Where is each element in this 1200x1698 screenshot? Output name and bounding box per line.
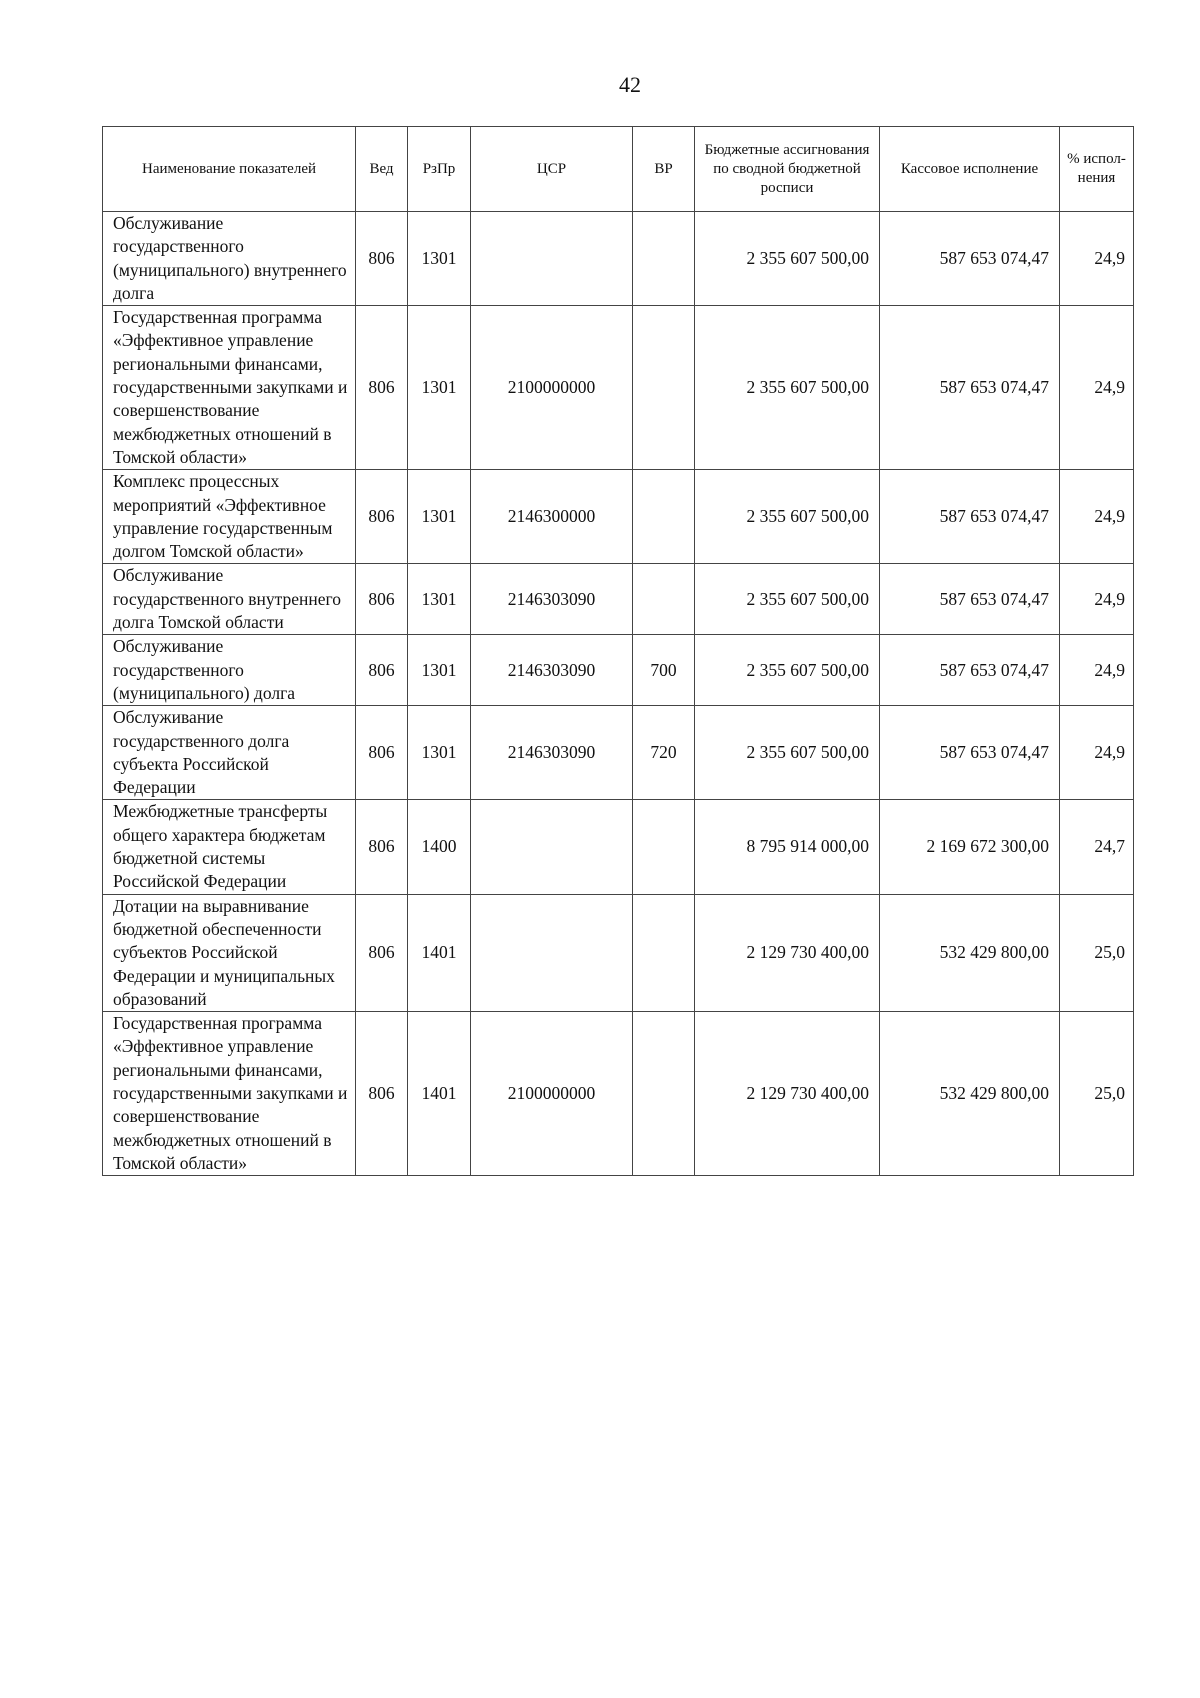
cell-ved: 806 [356,306,408,470]
table-row [103,635,1134,706]
cell-assignments: 2 129 730 400,00 [695,1012,880,1176]
cell-name: Обслуживание государственного (муниципального) долга [103,635,356,706]
cell-rzpr: 1401 [408,1012,471,1176]
page-number: 42 [619,72,641,97]
cell-csr: 2146300000 [471,470,633,564]
cell-percent: 25,0 [1060,1012,1134,1176]
cell-assignments: 2 355 607 500,00 [695,212,880,306]
header-assignments: Бюджетные ассигнования по сводной бюджетной росписи [695,127,880,212]
cell-csr [471,894,633,1011]
cell-csr: 2146303090 [471,635,633,706]
cell-cash-execution: 2 169 672 300,00 [880,800,1060,894]
cell-csr: 2100000000 [471,1012,633,1176]
cell-name: Комплекс процессных мероприятий «Эффективное управление государственным долгом Томской области» [103,470,356,564]
cell-cash-execution: 532 429 800,00 [880,1012,1060,1176]
table-row [103,1012,1134,1176]
cell-csr: 2100000000 [471,306,633,470]
cell-rzpr: 1301 [408,470,471,564]
cell-percent: 24,9 [1060,306,1134,470]
cell-ved: 806 [356,470,408,564]
cell-ved: 806 [356,706,408,800]
cell-ved: 806 [356,635,408,706]
table-row [103,800,1134,894]
cell-assignments: 2 355 607 500,00 [695,564,880,635]
cell-rzpr: 1401 [408,894,471,1011]
cell-name: Государственная программа «Эффективное управление региональными финансами, государственными закупками и совершенствование межбюджетных отношений в Томской области» [103,1012,356,1176]
header-name: Наименование показателей [103,127,356,212]
cell-assignments: 2 355 607 500,00 [695,635,880,706]
cell-percent: 24,9 [1060,635,1134,706]
table-row [103,564,1134,635]
cell-name: Межбюджетные трансферты общего характера бюджетам бюджетной системы Российской Федерации [103,800,356,894]
cell-vr [633,564,695,635]
cell-assignments: 2 355 607 500,00 [695,306,880,470]
header-ved: Вед [356,127,408,212]
cell-percent: 24,9 [1060,564,1134,635]
header-rzpr: РзПр [408,127,471,212]
header-csr: ЦСР [471,127,633,212]
cell-vr: 700 [633,635,695,706]
cell-csr: 2146303090 [471,564,633,635]
cell-name: Государственная программа «Эффективное управление региональными финансами, государственными закупками и совершенствование межбюджетных отношений в Томской области» [103,306,356,470]
cell-ved: 806 [356,1012,408,1176]
cell-cash-execution: 587 653 074,47 [880,635,1060,706]
cell-cash-execution: 587 653 074,47 [880,470,1060,564]
cell-percent: 24,9 [1060,470,1134,564]
cell-percent: 25,0 [1060,894,1134,1011]
cell-assignments: 2 355 607 500,00 [695,470,880,564]
cell-vr [633,212,695,306]
cell-rzpr: 1301 [408,306,471,470]
cell-percent: 24,9 [1060,212,1134,306]
cell-cash-execution: 587 653 074,47 [880,706,1060,800]
cell-csr [471,800,633,894]
cell-vr [633,1012,695,1176]
cell-name: Дотации на выравнивание бюджетной обеспеченности субъектов Российской Федерации и муниципальных образований [103,894,356,1011]
header-cash-execution: Кассовое исполнение [880,127,1060,212]
header-percent-execution: % испол-нения [1060,127,1134,212]
cell-ved: 806 [356,564,408,635]
cell-name: Обслуживание государственного долга субъекта Российской Федерации [103,706,356,800]
budget-table [102,126,1134,1176]
cell-rzpr: 1301 [408,635,471,706]
cell-assignments: 2 355 607 500,00 [695,706,880,800]
cell-vr [633,306,695,470]
cell-rzpr: 1301 [408,706,471,800]
cell-percent: 24,7 [1060,800,1134,894]
table-row [103,306,1134,470]
table-row [103,706,1134,800]
cell-ved: 806 [356,212,408,306]
cell-rzpr: 1400 [408,800,471,894]
cell-vr [633,800,695,894]
cell-vr [633,894,695,1011]
cell-vr: 720 [633,706,695,800]
cell-rzpr: 1301 [408,564,471,635]
cell-csr [471,212,633,306]
cell-cash-execution: 587 653 074,47 [880,564,1060,635]
cell-ved: 806 [356,894,408,1011]
cell-percent: 24,9 [1060,706,1134,800]
table-row [103,894,1134,1011]
cell-cash-execution: 587 653 074,47 [880,212,1060,306]
cell-cash-execution: 587 653 074,47 [880,306,1060,470]
table-row [103,212,1134,306]
table-row [103,470,1134,564]
cell-rzpr: 1301 [408,212,471,306]
cell-csr: 2146303090 [471,706,633,800]
cell-name: Обслуживание государственного (муниципального) внутреннего долга [103,212,356,306]
table-header-row [103,127,1134,212]
cell-assignments: 2 129 730 400,00 [695,894,880,1011]
header-vr: ВР [633,127,695,212]
cell-ved: 806 [356,800,408,894]
cell-vr [633,470,695,564]
cell-cash-execution: 532 429 800,00 [880,894,1060,1011]
cell-assignments: 8 795 914 000,00 [695,800,880,894]
cell-name: Обслуживание государственного внутреннего долга Томской области [103,564,356,635]
